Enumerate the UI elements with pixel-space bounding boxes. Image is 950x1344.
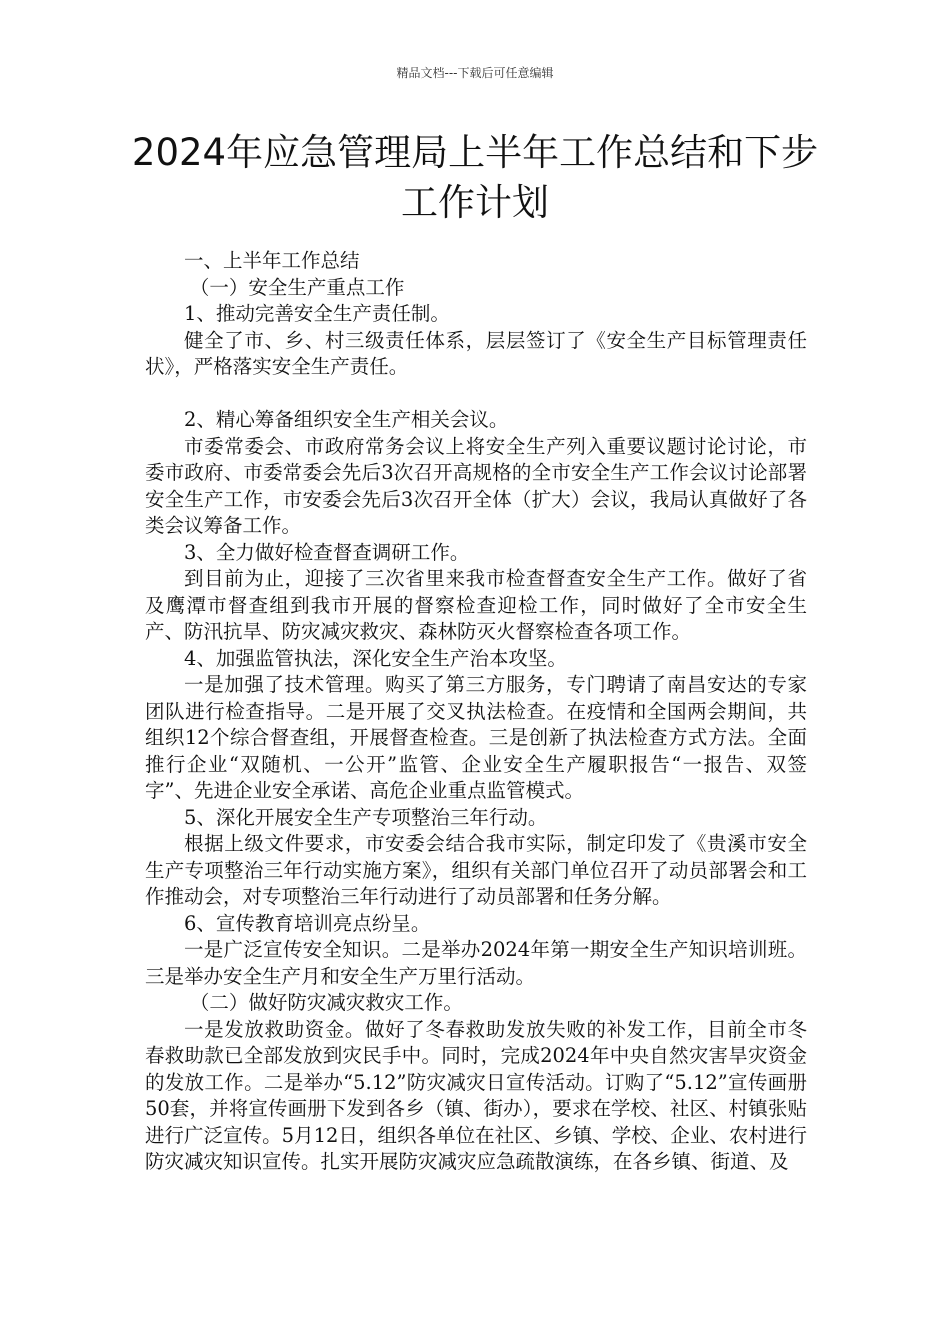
paragraph-5: 根据上级文件要求，市安委会结合我市实际，制定印发了《贵溪市安全生产专项整治三年行动实施方案》，组织有关部门单位召开了动员部署会和工作推动会，对专项整治三年行动进行了动员部署和任务分解。 — [145, 832, 807, 908]
item-heading-1: 1、推动完善安全生产责任制。 — [184, 302, 450, 325]
item-heading-3: 3、全力做好检查督查调研工作。 — [184, 540, 470, 564]
document-body — [145, 248, 807, 1176]
page-header-watermark: 精品文档---下载后可任意编辑 — [396, 66, 554, 80]
item-heading-2: 2、精心筹备组织安全生产相关会议。 — [184, 408, 509, 431]
subsection-heading-disaster: （二）做好防灾减灾救灾工作。 — [189, 991, 463, 1014]
paragraph-1: 健全了市、乡、村三级责任体系，层层签订了《安全生产目标管理责任状》，严格落实安全生产责任。 — [145, 328, 807, 378]
section-heading-summary: 一、上半年工作总结 — [184, 249, 360, 272]
paragraph-4: 一是加强了技术管理。购买了第三方服务，专门聘请了南昌安达的专家团队进行检查指导。二是开展了交叉执法检查。在疫情和全国两会期间，共组织12个综合督查组，开展督查检查。三是创新了执法检查方式方法。全面推行企业“双随机、一公开”监管、企业安全生产履职报告“一报告、双签字”、先进企业安全承诺、高危企业重点监管模式。 — [145, 673, 807, 802]
item-heading-4: 4、加强监管执法，深化安全生产治本攻坚。 — [184, 646, 567, 670]
paragraph-2: 市委常委会、市政府常务会议上将安全生产列入重要议题讨论讨论，市委市政府、市委常委会先后3次召开高规格的全市安全生产工作会议讨论部署安全生产工作，市安委会先后3次召开全体（扩大）会议，我局认真做好了各类会议筹备工作。 — [145, 434, 807, 537]
document-title: 2024年应急管理局上半年工作总结和下步工作计划 — [131, 131, 819, 224]
paragraph-7: 一是发放救助资金。做好了冬春救助发放失败的补发工作，目前全市冬春救助款已全部发放到灾民手中。同时，完成2024年中央自然灾害旱灾资金的发放工作。二是举办“5.12”防灾减灾日宣传活动。订购了“5.12”宣传画册50套，并将宣传画册下发到各乡（镇、街办），要求在学校、社区、村镇张贴进行广泛宣传。5月12日，组织各单位在社区、乡镇、学校、企业、农村进行防灾减灾知识宣传。扎实开展防灾减灾应急疏散演练，在各乡镇、街道、及 — [145, 1017, 807, 1173]
paragraph-3: 到目前为止，迎接了三次省里来我市检查督查安全生产工作。做好了省及鹰潭市督查组到我市开展的督察检查迎检工作，同时做好了全市安全生产、防汛抗旱、防灾减灾救灾、森林防灭火督察检查各项工作。 — [145, 567, 807, 643]
item-heading-6: 6、宣传教育培训亮点纷呈。 — [184, 911, 431, 935]
item-heading-5: 5、深化开展安全生产专项整治三年行动。 — [184, 805, 548, 829]
blank-line — [145, 381, 807, 408]
paragraph-6: 一是广泛宣传安全知识。二是举办2024年第一期安全生产知识培训班。三是举办安全生产月和安全生产万里行活动。 — [145, 938, 807, 988]
subsection-heading-safety: （一）安全生产重点工作 — [189, 275, 405, 299]
